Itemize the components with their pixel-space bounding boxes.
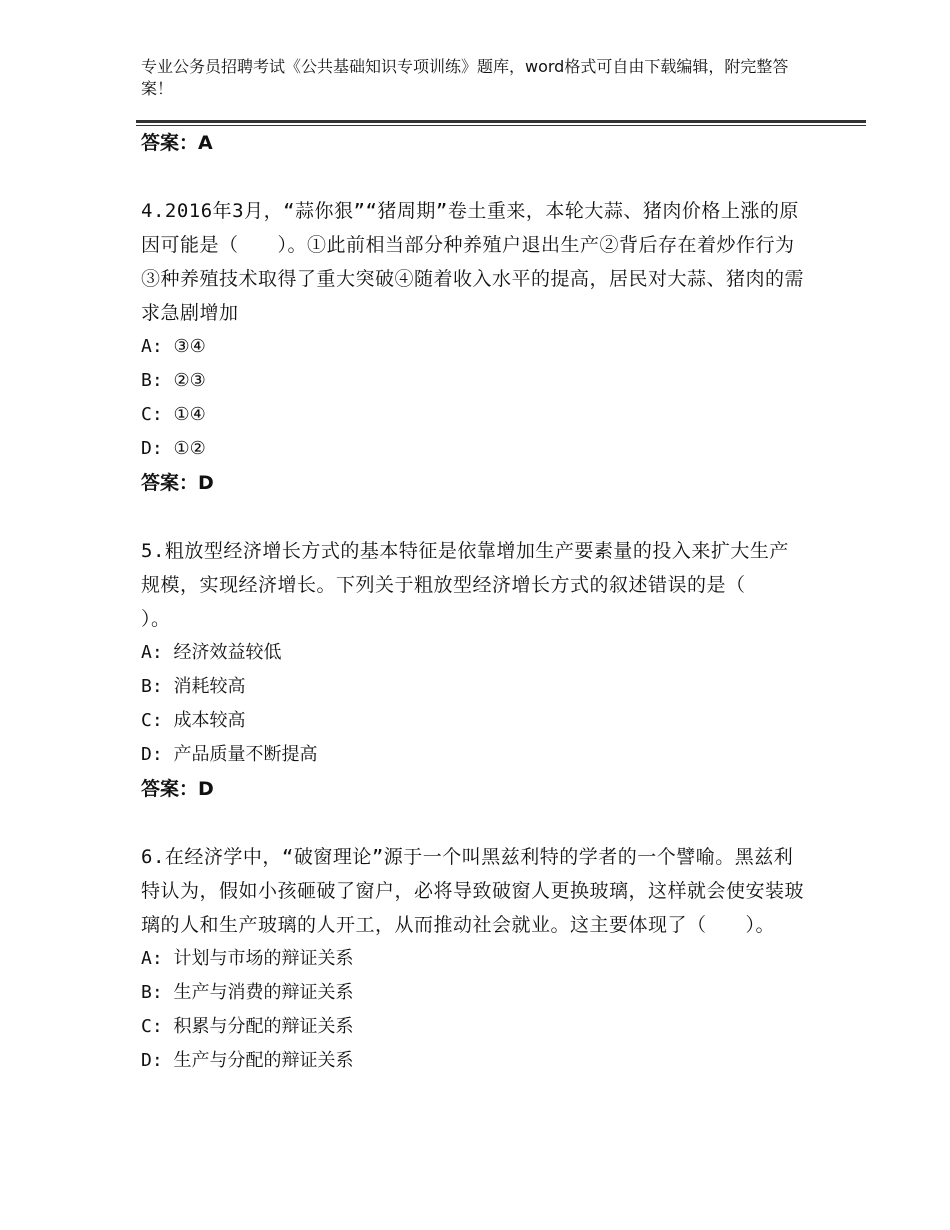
question-4-option-a: A: ③④: [141, 336, 206, 357]
question-block-4: [141, 194, 806, 500]
header-divider-thick: [136, 120, 866, 123]
question-5-option-c: C: 成本较高: [141, 710, 246, 731]
question-4-text: 4.2016年3月，“蒜你狠”“猪周期”卷土重来，本轮大蒜、猪肉价格上涨的原因可能是（ ）。①此前相当部分种养殖户退出生产②背后存在着炒作行为③种养殖技术取得了重大突破④随着收入水平的提高，居民对大蒜、猪肉的需求急剧增加: [141, 200, 805, 324]
spacer: [141, 500, 806, 534]
question-6-option-d: D: 生产与分配的辩证关系: [141, 1050, 354, 1071]
question-4-option-c: C: ①④: [141, 404, 206, 425]
page-header: 专业公务员招聘考试《公共基础知识专项训练》题库，word格式可自由下载编辑，附完整答案！: [141, 57, 789, 98]
question-list: [141, 126, 806, 1078]
question-6-text: 6.在经济学中，“破窗理论”源于一个叫黑兹利特的学者的一个譬喻。黑兹利特认为，假如小孩砸破了窗户，必将导致破窗人更换玻璃，这样就会使安装玻璃的人和生产玻璃的人开工，从而推动社会就业。这主要体现了（ ）。: [141, 846, 805, 936]
answer-q5: 答案：D: [141, 778, 214, 800]
question-5-option-a: A: 经济效益较低: [141, 642, 282, 663]
question-block-5: [141, 534, 806, 806]
question-4-option-b: B: ②③: [141, 370, 206, 391]
question-4-option-d: D: ①②: [141, 438, 206, 459]
question-6-option-b: B: 生产与消费的辩证关系: [141, 982, 354, 1003]
question-5-text: 5.粗放型经济增长方式的基本特征是依靠增加生产要素量的投入来扩大生产规模，实现经济增长。下列关于粗放型经济增长方式的叙述错误的是（ ）。: [141, 540, 789, 630]
question-6-option-a: A: 计划与市场的辩证关系: [141, 948, 354, 969]
question-5-option-d: D: 产品质量不断提高: [141, 744, 318, 765]
question-block-6: [141, 840, 806, 1078]
spacer: [141, 160, 806, 194]
question-6-option-c: C: 积累与分配的辩证关系: [141, 1016, 354, 1037]
spacer: [141, 806, 806, 840]
answer-q3: 答案：A: [141, 132, 213, 154]
answer-q4: 答案：D: [141, 472, 214, 494]
question-5-option-b: B: 消耗较高: [141, 676, 246, 697]
